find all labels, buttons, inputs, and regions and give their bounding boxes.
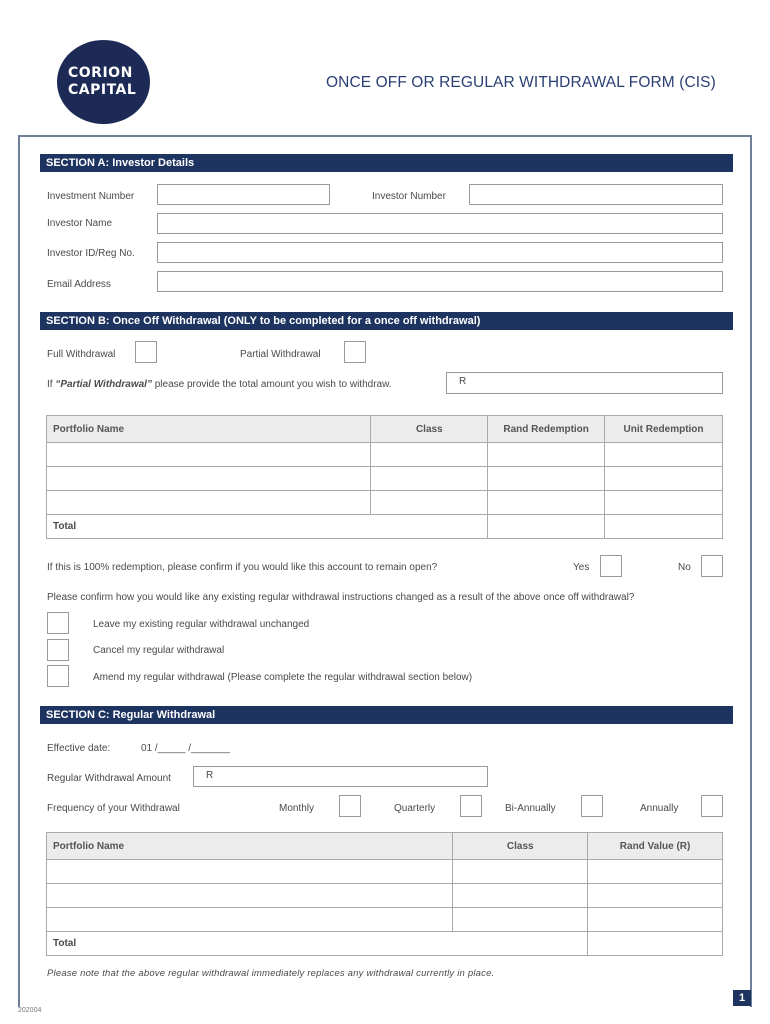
leave-unchanged-checkbox[interactable] — [47, 612, 69, 634]
effective-date-field[interactable]: 01 /_____ /_______ — [141, 743, 230, 754]
once-off-portfolio-table — [46, 415, 723, 539]
table-header-row — [47, 416, 723, 443]
total-label: Total — [47, 932, 588, 956]
quarterly-label: Quarterly — [394, 803, 436, 814]
cancel-withdrawal-label: Cancel my regular withdrawal — [93, 645, 225, 656]
cancel-withdrawal-checkbox[interactable] — [47, 639, 69, 661]
investment-number-field[interactable] — [157, 184, 330, 205]
annually-checkbox[interactable] — [701, 795, 723, 817]
table-row — [47, 860, 723, 884]
partial-amount-field[interactable] — [446, 372, 723, 394]
logo-line-1: CORION — [68, 65, 133, 81]
frequency-label: Frequency of your Withdrawal — [47, 803, 180, 814]
regular-amount-label: Regular Withdrawal Amount — [47, 773, 171, 784]
header-portfolio-name: Portfolio Name — [47, 416, 371, 443]
total-row — [47, 515, 723, 539]
header-portfolio-name: Portfolio Name — [47, 833, 453, 860]
annually-label: Annually — [640, 803, 679, 814]
partial-prefix: If — [47, 379, 56, 390]
partial-withdrawal-checkbox[interactable] — [344, 341, 366, 363]
table-row — [47, 467, 723, 491]
investor-number-field[interactable] — [469, 184, 723, 205]
yes-checkbox[interactable] — [600, 555, 622, 577]
investor-number-label: Investor Number — [372, 191, 446, 202]
partial-emphasis: “Partial Withdrawal” — [55, 379, 152, 390]
replacement-note: Please note that the above regular withdrawal immediately replaces any withdrawal currently in place. — [47, 968, 495, 979]
investor-id-label: Investor ID/Reg No. — [47, 248, 135, 259]
header-class: Class — [371, 416, 488, 443]
partial-suffix: please provide the total amount you wish to withdraw. — [151, 379, 392, 390]
confirm-question: Please confirm how you would like any existing regular withdrawal instructions changed as a result of the above once off withdrawal? — [47, 592, 635, 603]
no-checkbox[interactable] — [701, 555, 723, 577]
total-row — [47, 932, 723, 956]
email-address-label: Email Address — [47, 279, 111, 290]
header-class: Class — [453, 833, 588, 860]
monthly-checkbox[interactable] — [339, 795, 361, 817]
amend-withdrawal-label: Amend my regular withdrawal (Please complete the regular withdrawal section below) — [93, 672, 473, 683]
header-unit-redemption: Unit Redemption — [605, 416, 723, 443]
investor-id-field[interactable] — [157, 242, 723, 263]
investor-name-field[interactable] — [157, 213, 723, 234]
full-withdrawal-checkbox[interactable] — [135, 341, 157, 363]
document-code: 202004 — [18, 1007, 42, 1014]
bi-annually-checkbox[interactable] — [581, 795, 603, 817]
yes-label: Yes — [573, 562, 590, 573]
header-rand-redemption: Rand Redemption — [488, 416, 605, 443]
leave-unchanged-label: Leave my existing regular withdrawal unchanged — [93, 619, 310, 630]
table-row — [47, 884, 723, 908]
rand-prefix: R — [459, 376, 467, 387]
logo-line-2: CAPITAL — [68, 82, 137, 98]
quarterly-checkbox[interactable] — [460, 795, 482, 817]
total-label: Total — [47, 515, 488, 539]
form-title: ONCE OFF OR REGULAR WITHDRAWAL FORM (CIS) — [326, 74, 716, 91]
section-a-header: SECTION A: Investor Details — [40, 154, 733, 172]
table-row — [47, 443, 723, 467]
investor-name-label: Investor Name — [47, 218, 113, 229]
effective-date-label: Effective date: — [47, 743, 111, 754]
table-row — [47, 908, 723, 932]
partial-amount-instruction — [47, 379, 392, 390]
regular-portfolio-table — [46, 832, 723, 956]
remain-open-question: If this is 100% redemption, please confirm if you would like this account to remain open? — [47, 562, 438, 573]
page-number: 1 — [733, 990, 751, 1006]
no-label: No — [678, 562, 691, 573]
header-rand-value: Rand Value (R) — [588, 833, 723, 860]
full-withdrawal-label: Full Withdrawal — [47, 349, 116, 360]
corion-capital-logo — [57, 40, 150, 124]
table-header-row — [47, 833, 723, 860]
monthly-label: Monthly — [279, 803, 315, 814]
section-b-header: SECTION B: Once Off Withdrawal (ONLY to be completed for a once off withdrawal) — [40, 312, 733, 330]
partial-withdrawal-label: Partial Withdrawal — [240, 349, 321, 360]
table-row — [47, 491, 723, 515]
rand-prefix: R — [206, 770, 214, 781]
amend-withdrawal-checkbox[interactable] — [47, 665, 69, 687]
section-c-header: SECTION C: Regular Withdrawal — [40, 706, 733, 724]
email-address-field[interactable] — [157, 271, 723, 292]
bi-annually-label: Bi-Annually — [505, 803, 556, 814]
regular-amount-field[interactable] — [193, 766, 488, 787]
investment-number-label: Investment Number — [47, 191, 135, 202]
